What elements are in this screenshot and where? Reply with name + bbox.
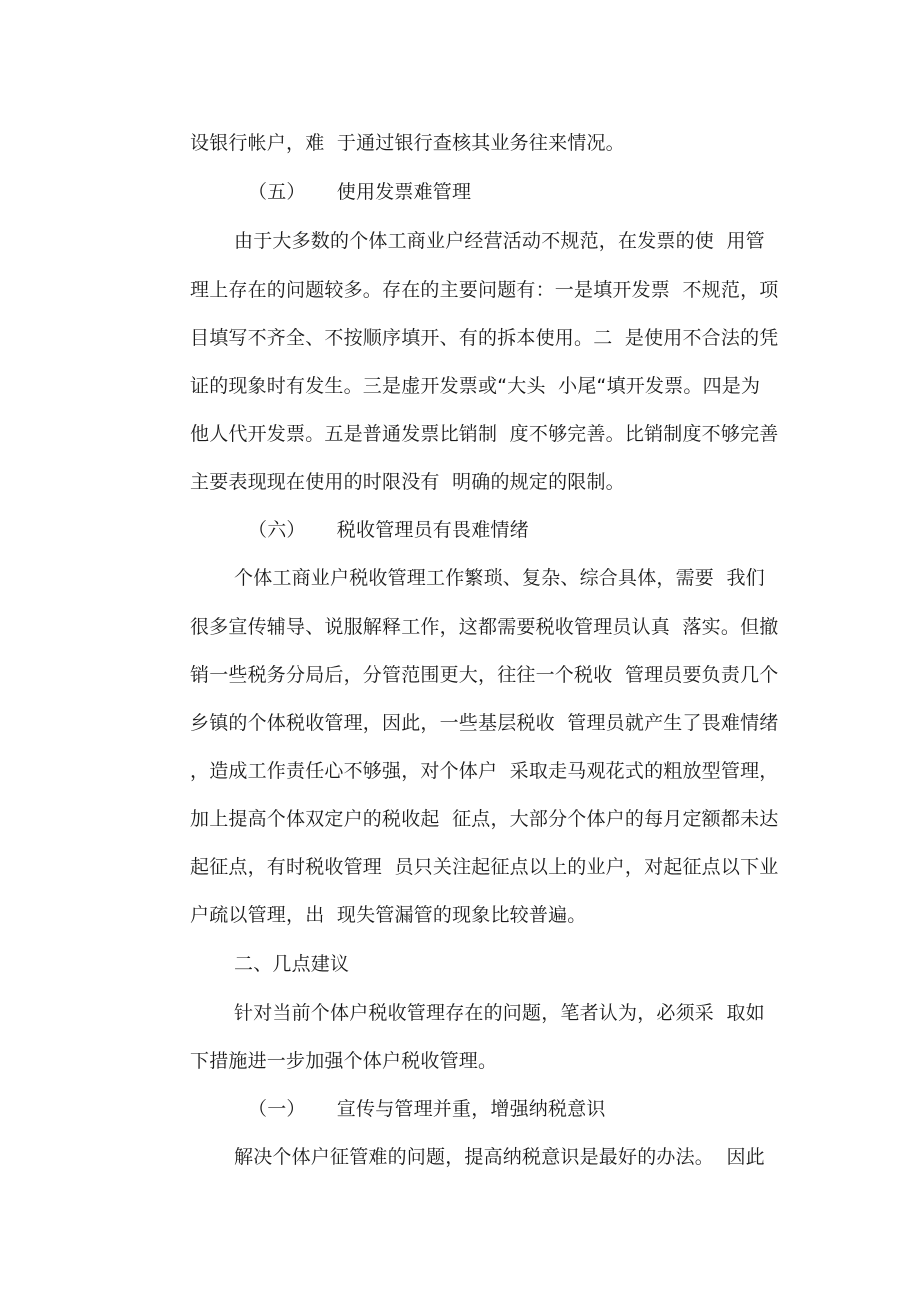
text-line: 证的现象时有发生。三是虚开发票或“大头 小尾“填开发票。四是为 — [190, 375, 761, 397]
text-line: 起征点，有时税收管理 员只关注起征点以上的业户，对起征点以下业 — [190, 856, 779, 878]
text-line: 加上提高个体双定户的税收起 征点，大部分个体户的每月定额都未达 — [190, 808, 779, 830]
text-line: 针对当前个体户税收管理存在的问题，笔者认为，必须采 取如 — [234, 1002, 765, 1024]
section-heading: 二、几点建议 — [234, 953, 350, 975]
section-heading: （一） 宣传与管理并重，增强纳税意识 — [248, 1098, 606, 1120]
text-line: ，造成工作责任心不够强，对个体户 采取走马观花式的粗放型管理， — [190, 760, 779, 782]
text-line: 销一些税务分局后，分管范围更大，往往一个税收 管理员要负责几个 — [190, 664, 779, 686]
text-line: 很多宣传辅导、说服解释工作，这都需要税收管理员认真 落实。但撤 — [190, 616, 779, 638]
text-line: 乡镇的个体税收管理，因此，一些基层税收 管理员就产生了畏难情绪 — [190, 712, 779, 734]
text-line: 他人代开发票。五是普通发票比销制 度不够完善。比销制度不够完善 — [190, 423, 779, 445]
text-line: 主要表现现在使用的时限没有 明确的规定的限制。 — [190, 471, 625, 493]
text-line: 个体工商业户税收管理工作繁琐、复杂、综合具体，需要 我们 — [234, 567, 765, 589]
text-line: 解决个体户征管难的问题，提高纳税意识是最好的办法。 因此 — [234, 1146, 765, 1168]
text-line: 理上存在的问题较多。存在的主要问题有：一是填开发票 不规范，项 — [190, 279, 779, 301]
text-line: 由于大多数的个体工商业户经营活动不规范，在发票的使 用管 — [234, 230, 765, 252]
text-line: 户疏以管理，出 现失管漏管的现象比较普遍。 — [190, 904, 587, 926]
text-line: 目填写不齐全、不按顺序填开、有的拆本使用。二 是使用不合法的凭 — [190, 327, 779, 349]
section-heading: （六） 税收管理员有畏难情绪 — [248, 519, 529, 541]
text-line: 下措施进一步加强个体户税收管理。 — [190, 1050, 498, 1072]
text-line: 设银行帐户，难 于通过银行查核其业务往来情况。 — [190, 132, 625, 154]
section-heading: （五） 使用发票难管理 — [248, 181, 472, 203]
